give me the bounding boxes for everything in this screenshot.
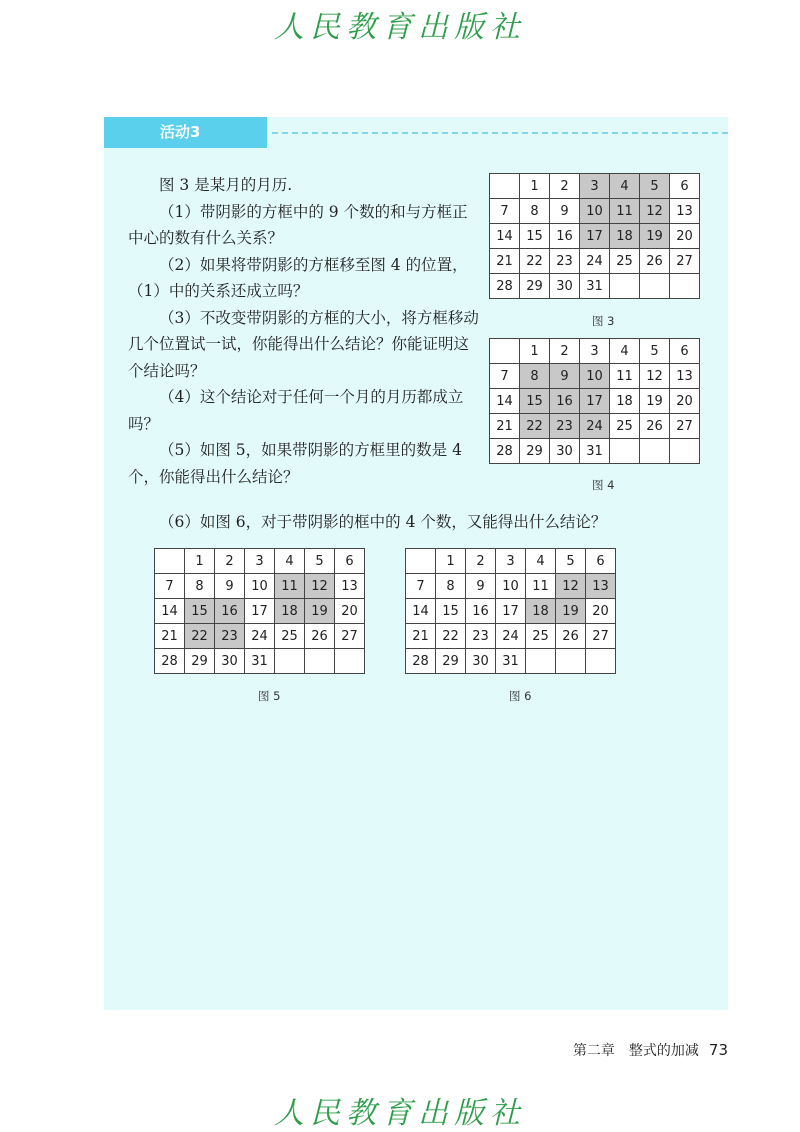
calendar-cell: 6 (335, 549, 365, 574)
calendar-cell: 27 (335, 624, 365, 649)
calendar-cell: 2 (466, 549, 496, 574)
calendar-cell: 6 (586, 549, 616, 574)
calendar-cell: 29 (436, 649, 466, 674)
activity-text (128, 172, 480, 490)
paragraph-q6: （6）如图 6，对于带阴影的框中的 4 个数，又能得出什么结论？ (159, 513, 607, 531)
calendar-cell: 20 (586, 599, 616, 624)
calendar-cell: 12 (305, 574, 335, 599)
calendar-cell: 13 (335, 574, 365, 599)
calendar-cell: 29 (520, 274, 550, 299)
calendar-row (490, 224, 700, 249)
calendar-cell (526, 649, 556, 674)
calendar-cell: 6 (670, 339, 700, 364)
calendar-cell: 29 (185, 649, 215, 674)
calendar-cell: 10 (496, 574, 526, 599)
calendar-cell: 4 (610, 339, 640, 364)
calendar-row (155, 599, 365, 624)
calendar-cell: 26 (640, 414, 670, 439)
calendar-cell: 18 (275, 599, 305, 624)
calendar-cell: 21 (406, 624, 436, 649)
calendar-row (490, 199, 700, 224)
calendar-cell: 27 (670, 414, 700, 439)
calendar-cell: 19 (305, 599, 335, 624)
calendar-cell: 30 (550, 274, 580, 299)
calendar-cell: 19 (640, 224, 670, 249)
calendar-cell: 16 (550, 224, 580, 249)
calendar-cell: 16 (550, 389, 580, 414)
calendar-cell: 26 (640, 249, 670, 274)
calendar-cell: 22 (436, 624, 466, 649)
calendar-figure-5 (154, 548, 365, 674)
calendar-cell: 9 (550, 199, 580, 224)
paragraph-q5: （5）如图 5，如果带阴影的方框里的数是 4 个，你能得出什么结论？ (128, 441, 462, 486)
calendar-row (155, 624, 365, 649)
calendar-cell: 5 (305, 549, 335, 574)
calendar-cell: 28 (155, 649, 185, 674)
calendar-row (155, 549, 365, 574)
calendar-cell: 31 (496, 649, 526, 674)
calendar-cell: 25 (275, 624, 305, 649)
figure-3-caption: 图 3 (592, 314, 615, 328)
calendar-cell: 1 (185, 549, 215, 574)
calendar-cell: 25 (610, 249, 640, 274)
chapter-title: 第二章 整式的加减 (572, 1043, 699, 1059)
calendar-cell: 14 (490, 389, 520, 414)
calendar-cell: 30 (215, 649, 245, 674)
calendar-cell: 21 (490, 414, 520, 439)
page-number: 73 (708, 1041, 728, 1059)
calendar-cell: 26 (556, 624, 586, 649)
calendar-cell: 26 (305, 624, 335, 649)
calendar-cell: 23 (215, 624, 245, 649)
calendar-cell: 17 (580, 389, 610, 414)
calendar-cell: 6 (670, 174, 700, 199)
paragraph-q1: （1）带阴影的方框中的 9 个数的和与方框正中心的数有什么关系？ (128, 202, 468, 247)
calendar-cell: 4 (610, 174, 640, 199)
calendar-cell: 24 (580, 414, 610, 439)
calendar-figure-6 (405, 548, 616, 674)
calendar-cell: 20 (335, 599, 365, 624)
calendar-cell: 14 (490, 224, 520, 249)
calendar-cell: 21 (490, 249, 520, 274)
calendar-cell: 8 (436, 574, 466, 599)
paragraph-intro: 图 3 是某月的月历. (159, 176, 293, 194)
calendar-cell: 5 (640, 339, 670, 364)
calendar-cell (610, 274, 640, 299)
figure-4-caption: 图 4 (592, 478, 615, 492)
calendar-row (406, 549, 616, 574)
calendar-cell (640, 274, 670, 299)
calendar-cell: 3 (496, 549, 526, 574)
calendar-cell: 2 (550, 339, 580, 364)
calendar-cell: 20 (670, 224, 700, 249)
calendar-cell: 7 (406, 574, 436, 599)
calendar-cell: 22 (185, 624, 215, 649)
publisher-watermark-bottom: 人民教育出版社 (274, 1096, 526, 1131)
calendar-cell: 5 (556, 549, 586, 574)
calendar-cell: 24 (245, 624, 275, 649)
calendar-cell: 30 (550, 439, 580, 464)
calendar-row (490, 439, 700, 464)
publisher-watermark-top: 人民教育出版社 (274, 10, 526, 45)
calendar-cell (610, 439, 640, 464)
calendar-cell: 17 (245, 599, 275, 624)
calendar-cell: 1 (520, 174, 550, 199)
calendar-cell: 18 (610, 389, 640, 414)
calendar-row (490, 414, 700, 439)
calendar-cell: 3 (245, 549, 275, 574)
calendar-cell: 17 (580, 224, 610, 249)
calendar-cell (670, 274, 700, 299)
calendar-row (490, 339, 700, 364)
figure-6-caption: 图 6 (509, 689, 532, 703)
calendar-cell: 12 (640, 199, 670, 224)
figure-5-caption: 图 5 (258, 689, 281, 703)
calendar-cell: 25 (526, 624, 556, 649)
calendar-cell: 25 (610, 414, 640, 439)
calendar-cell: 23 (466, 624, 496, 649)
calendar-cell: 8 (520, 364, 550, 389)
calendar-cell: 31 (580, 274, 610, 299)
calendar-cell: 15 (520, 224, 550, 249)
calendar-cell: 7 (490, 199, 520, 224)
calendar-cell: 11 (275, 574, 305, 599)
calendar-row (406, 649, 616, 674)
calendar-cell: 15 (520, 389, 550, 414)
calendar-row (490, 274, 700, 299)
calendar-cell: 15 (185, 599, 215, 624)
calendar-cell: 13 (670, 364, 700, 389)
calendar-cell (640, 439, 670, 464)
calendar-cell: 14 (406, 599, 436, 624)
calendar-cell: 21 (155, 624, 185, 649)
calendar-cell: 27 (586, 624, 616, 649)
calendar-cell: 7 (490, 364, 520, 389)
calendar-row (490, 249, 700, 274)
calendar-cell: 18 (526, 599, 556, 624)
calendar-cell: 19 (556, 599, 586, 624)
calendar-row (406, 599, 616, 624)
calendar-cell: 2 (550, 174, 580, 199)
calendar-cell: 13 (586, 574, 616, 599)
calendar-cell: 17 (496, 599, 526, 624)
calendar-cell: 28 (490, 274, 520, 299)
calendar-cell: 15 (436, 599, 466, 624)
calendar-row (155, 649, 365, 674)
calendar-cell: 11 (610, 364, 640, 389)
calendar-cell: 8 (520, 199, 550, 224)
calendar-row (406, 574, 616, 599)
paragraph-q4: （4）这个结论对于任何一个月的月历都成立吗？ (128, 388, 464, 433)
paragraph-q2: （2）如果将带阴影的方框移至图 4 的位置，（1）中的关系还成立吗？ (128, 255, 468, 300)
calendar-cell (275, 649, 305, 674)
calendar-cell: 3 (580, 174, 610, 199)
calendar-cell: 9 (466, 574, 496, 599)
calendar-cell: 11 (610, 199, 640, 224)
calendar-cell: 22 (520, 249, 550, 274)
calendar-cell: 10 (580, 364, 610, 389)
calendar-cell: 10 (245, 574, 275, 599)
calendar-cell: 1 (436, 549, 466, 574)
calendar-cell (305, 649, 335, 674)
calendar-cell: 11 (526, 574, 556, 599)
calendar-figure-4 (489, 338, 700, 464)
page-footer (573, 1040, 728, 1060)
calendar-row (490, 174, 700, 199)
calendar-cell: 3 (580, 339, 610, 364)
calendar-cell: 9 (215, 574, 245, 599)
calendar-cell: 16 (466, 599, 496, 624)
calendar-cell (490, 339, 520, 364)
paragraph-q3: （3）不改变带阴影的方框的大小，将方框移动几个位置试一试，你能得出什么结论？你能证明这个结论吗？ (128, 308, 479, 380)
calendar-cell: 10 (580, 199, 610, 224)
calendar-cell: 22 (520, 414, 550, 439)
calendar-cell (490, 174, 520, 199)
calendar-cell (556, 649, 586, 674)
calendar-cell: 23 (550, 249, 580, 274)
calendar-cell: 27 (670, 249, 700, 274)
calendar-cell (406, 549, 436, 574)
calendar-cell: 24 (496, 624, 526, 649)
calendar-cell: 16 (215, 599, 245, 624)
calendar-cell: 29 (520, 439, 550, 464)
calendar-row (406, 624, 616, 649)
calendar-cell: 2 (215, 549, 245, 574)
calendar-cell: 8 (185, 574, 215, 599)
calendar-row (490, 364, 700, 389)
calendar-cell: 31 (580, 439, 610, 464)
calendar-cell: 30 (466, 649, 496, 674)
calendar-figure-3 (489, 173, 700, 299)
calendar-cell: 18 (610, 224, 640, 249)
calendar-cell: 4 (526, 549, 556, 574)
calendar-cell: 4 (275, 549, 305, 574)
calendar-cell (586, 649, 616, 674)
calendar-row (155, 574, 365, 599)
calendar-cell: 9 (550, 364, 580, 389)
calendar-cell: 28 (490, 439, 520, 464)
calendar-cell: 12 (556, 574, 586, 599)
activity-tag: 活动3 (104, 117, 267, 148)
calendar-cell: 23 (550, 414, 580, 439)
calendar-cell: 5 (640, 174, 670, 199)
calendar-row (490, 389, 700, 414)
calendar-cell: 19 (640, 389, 670, 414)
calendar-cell: 12 (640, 364, 670, 389)
tag-dashed-divider (272, 132, 728, 134)
calendar-cell: 28 (406, 649, 436, 674)
calendar-cell (155, 549, 185, 574)
calendar-cell: 1 (520, 339, 550, 364)
calendar-cell: 24 (580, 249, 610, 274)
calendar-cell: 13 (670, 199, 700, 224)
calendar-cell (670, 439, 700, 464)
calendar-cell: 7 (155, 574, 185, 599)
calendar-cell: 20 (670, 389, 700, 414)
calendar-cell: 14 (155, 599, 185, 624)
calendar-cell: 31 (245, 649, 275, 674)
calendar-cell (335, 649, 365, 674)
